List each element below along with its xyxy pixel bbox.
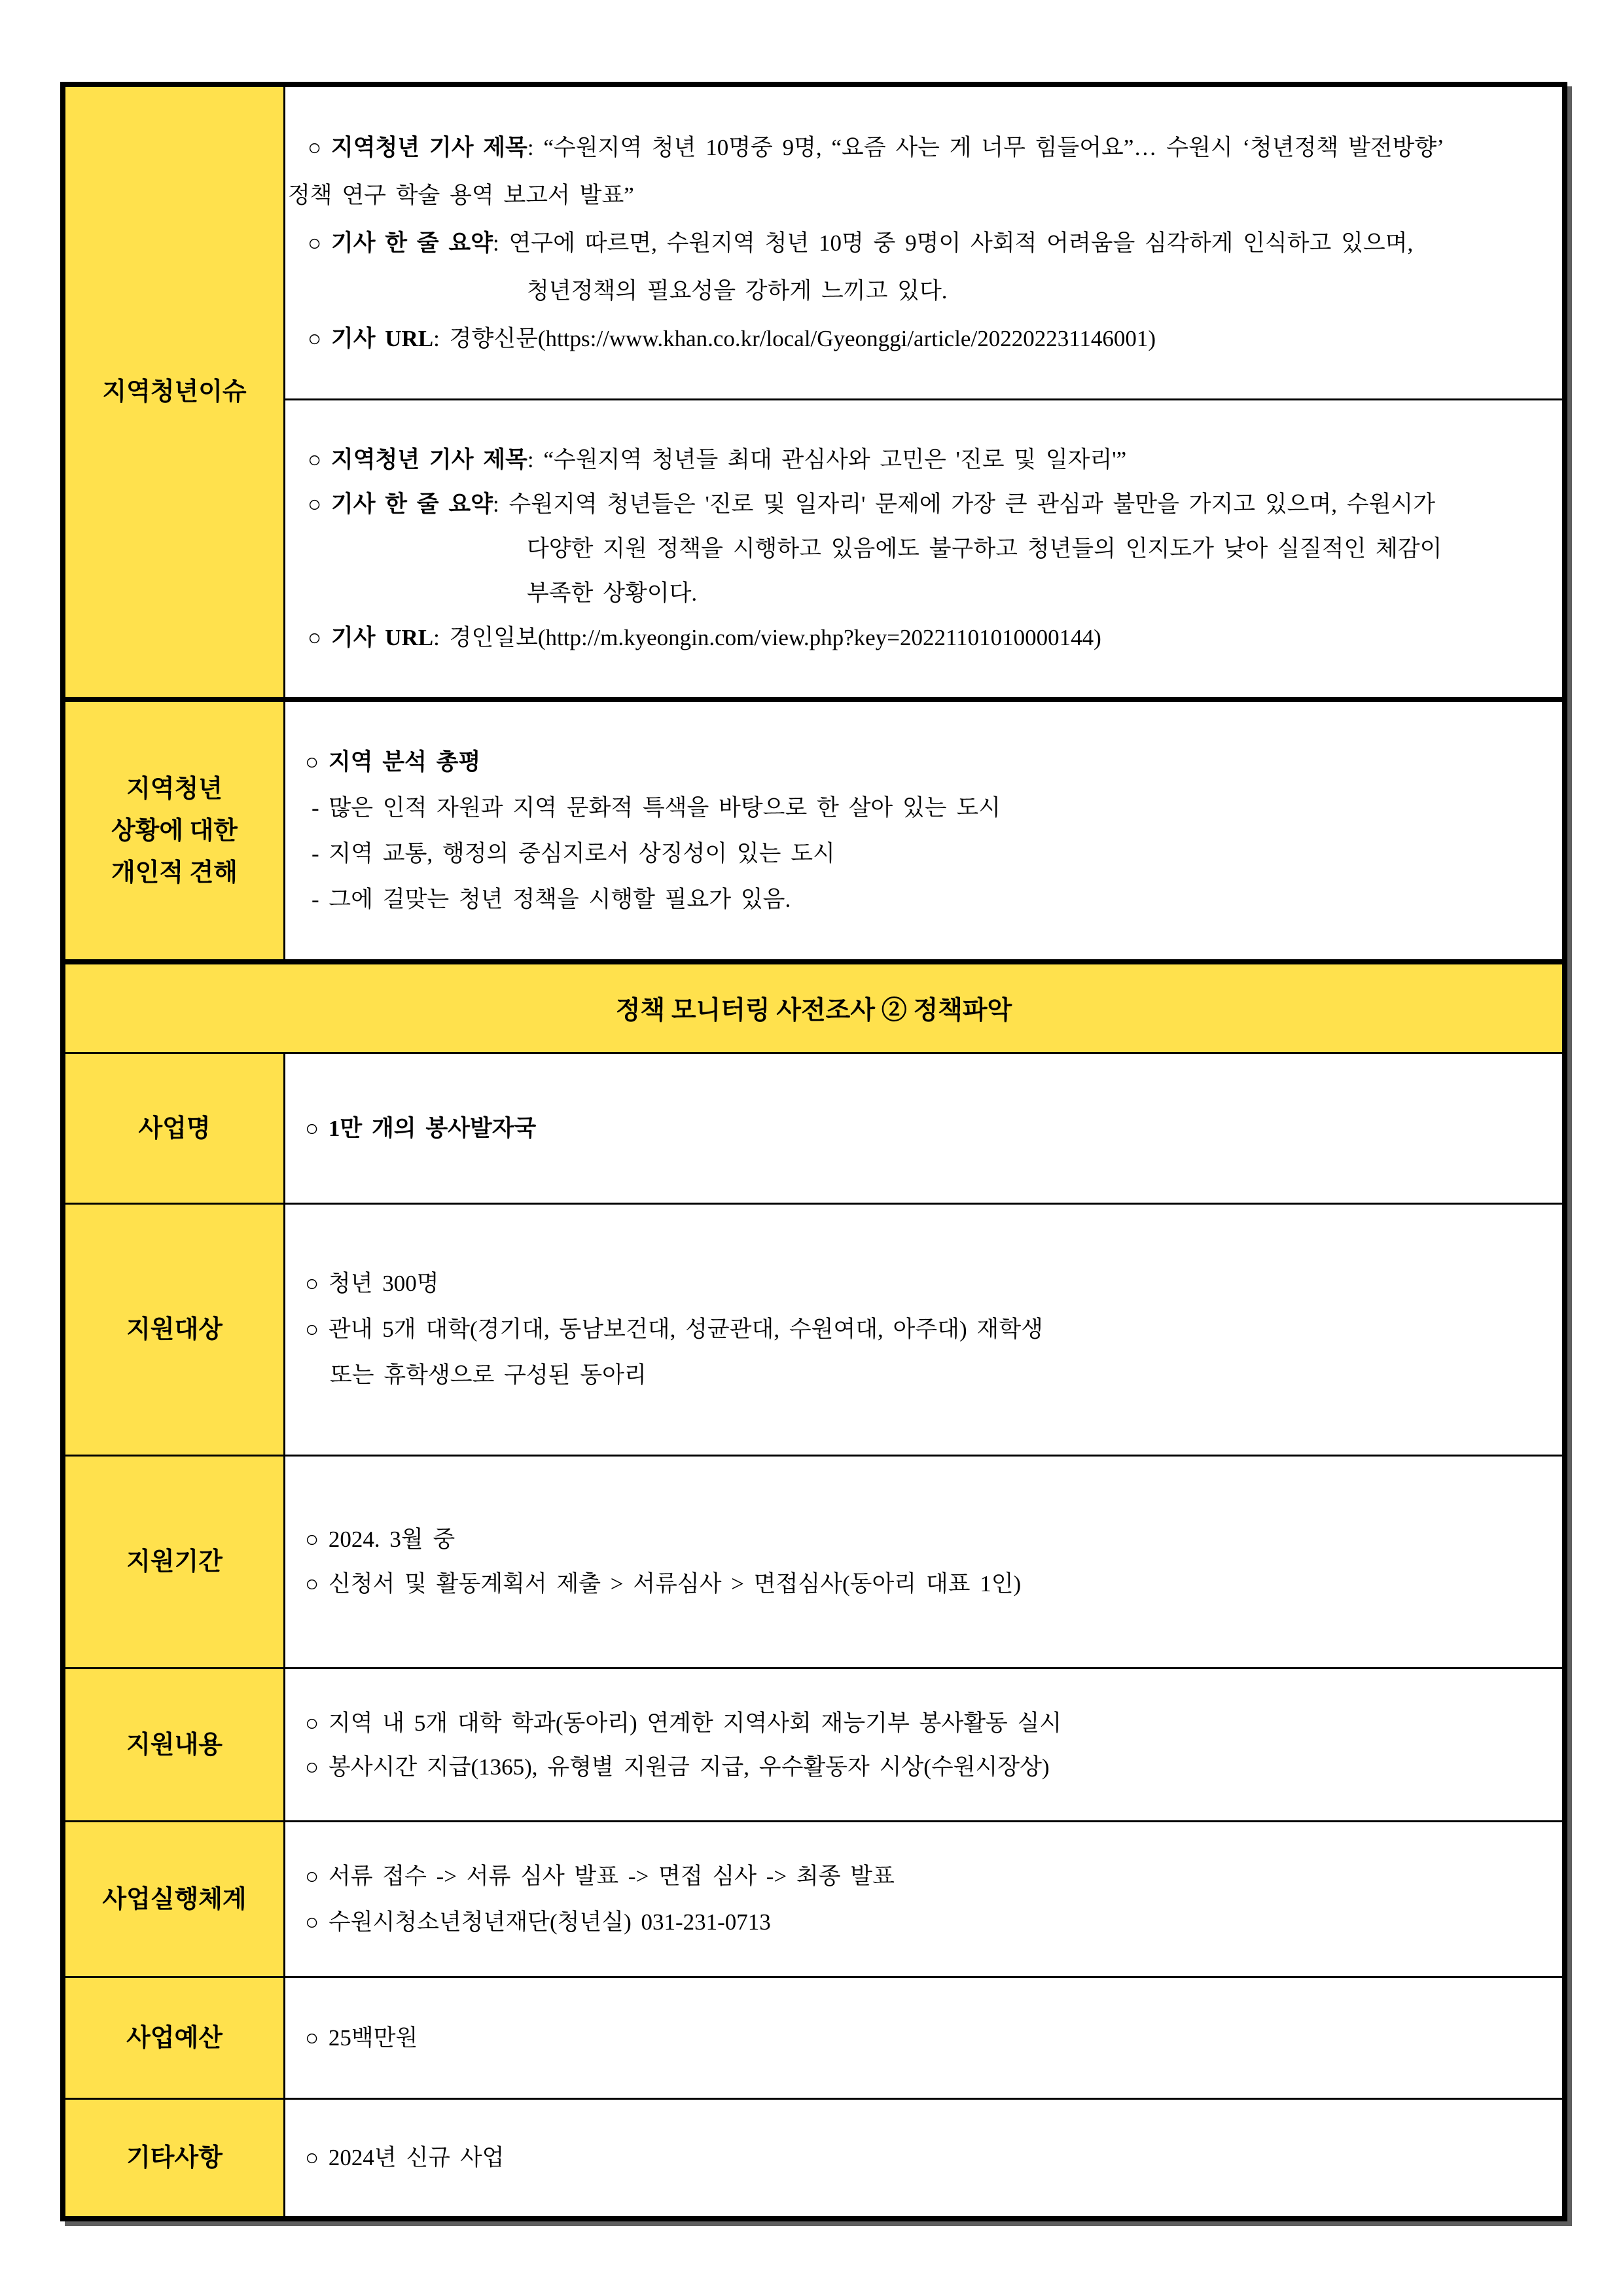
bold-text: ○ 기사 한 줄 요약 [308,491,493,517]
bold-text: ○ [305,1909,329,1935]
text: 다양한 지원 정책을 시행하고 있음에도 불구하고 청년들의 인지도가 낮아 실질적인 체감이 [527,535,1442,561]
personal-opinion-label-line: 상황에 대한 [111,817,238,845]
support-target-line [305,1261,1562,1307]
bold-text: ○ 기사 URL [308,624,434,650]
text: : 수원지역 청년들은 '진로 및 일자리' 문제에 가장 큰 관심과 불만을 가지고 있으며, 수원시가 [493,491,1436,517]
regional-youth-issues-line [288,527,1562,571]
bold-text: ○ [305,1710,329,1736]
bold-text: ○ [305,749,329,775]
text: 서류 접수 -> 서류 심사 발표 -> 면접 심사 -> 최종 발표 [328,1863,895,1889]
budget-label-line: 사업예산 [126,2024,223,2052]
business-name-label [65,1054,283,1203]
bold-text: ○ [305,1115,329,1141]
row-support-period [65,1457,1562,1667]
support-content-line [305,1745,1562,1789]
support-target-label [65,1205,283,1455]
text: 25백만원 [328,2024,418,2051]
execution-system-line [305,1899,1562,1945]
budget-label [65,1978,283,2098]
regional-youth-issues-article-2 [285,400,1562,697]
execution-system-label [65,1822,283,1976]
row-personal-opinion [65,702,1562,959]
bold-text: ○ [305,1316,329,1342]
regional-youth-issues-line [288,124,1562,171]
regional-youth-issues-line [288,219,1562,267]
personal-opinion-line [305,877,1562,923]
support-target-content [285,1205,1562,1455]
row-regional-youth-issues [65,87,1562,697]
support-period-line [305,1517,1562,1562]
regional-youth-issues-label-line: 지역청년이슈 [102,378,247,406]
etc-notes-label [65,2100,283,2216]
budget-line [305,2016,1562,2060]
etc-notes-line [305,2136,1562,2180]
text: 정책 연구 학술 용역 보고서 발표” [288,182,634,208]
bold-text: ○ [305,1571,329,1597]
bold-text: ○ [305,1863,329,1889]
text: 부족한 상황이다. [527,580,698,606]
text: 청년정책의 필요성을 강하게 느끼고 있다. [527,277,948,304]
text: - 지역 교통, 행정의 중심지로서 상징성이 있는 도시 [312,840,835,866]
business-name-line [305,1106,1562,1151]
support-period-content [285,1457,1562,1667]
support-target-line [305,1352,1562,1398]
personal-opinion-label-line: 개인적 견해 [111,858,238,887]
row-support-target [65,1205,1562,1455]
text: 청년 300명 [328,1271,439,1296]
text: : 연구에 따르면, 수원지역 청년 10명 중 9명이 사회적 어려움을 심각하게 인식하고 있으며, [493,230,1414,256]
bold-text: ○ 기사 URL [308,325,434,351]
personal-opinion-line [305,739,1562,785]
section-band-title: 정책 모니터링 사전조사 ② 정책파악 [65,964,1562,1052]
text: 관내 5개 대학(경기대, 동남보건대, 성균관대, 수원여대, 아주대) 재학생 [328,1316,1043,1342]
regional-youth-issues-line [288,616,1562,660]
support-period-label-line: 지원기간 [126,1548,223,1576]
bold-text: ○ 기사 한 줄 요약 [308,230,493,256]
support-period-label [65,1457,283,1667]
bold-text: ○ 지역청년 기사 제목 [308,134,527,160]
personal-opinion-content [285,702,1562,959]
row-business-name [65,1054,1562,1203]
bold-text: ○ 지역청년 기사 제목 [308,446,527,472]
regional-youth-issues-line [288,171,1562,219]
business-name-content [285,1054,1562,1203]
row-budget [65,1978,1562,2098]
text: 수원시청소년청년재단(청년실) 031-231-0713 [328,1909,771,1935]
etc-notes-content [285,2100,1562,2216]
row-divider [65,697,1562,702]
text: 봉사시간 지급(1365), 유형별 지원금 지급, 우수활동자 시상(수원시장상) [328,1754,1050,1780]
etc-notes-label-line: 기타사항 [126,2144,223,2172]
personal-opinion-label [65,702,283,959]
execution-system-content [285,1822,1562,1976]
row-execution-system [65,1822,1562,1976]
regional-youth-issues-line [288,315,1562,362]
regional-youth-issues-line [288,482,1562,527]
row-etc-notes [65,2100,1562,2216]
regional-youth-issues-article-1 [285,87,1562,398]
text: 신청서 및 활동계획서 제출 > 서류심사 > 면접심사(동아리 대표 1인) [328,1571,1022,1597]
execution-system-label-line: 사업실행체계 [102,1885,247,1913]
bold-text: 1만 개의 봉사발자국 [328,1115,537,1141]
personal-opinion-line [305,831,1562,877]
text: : “수원지역 청년 10명중 9명, “요즘 사는 게 너무 힘들어요”… 수원시 ‘청년정책 발전방향’ [527,134,1444,160]
support-content-content [285,1669,1562,1820]
row-divider [65,959,1562,964]
execution-system-line [305,1854,1562,1899]
bold-text: ○ [305,2024,329,2051]
bold-text: ○ [305,1754,329,1780]
row-policy-survey-band [65,964,1562,1052]
business-name-label-line: 사업명 [138,1114,211,1142]
policy-monitoring-table [60,82,1567,2221]
regional-youth-issues-label [65,87,283,697]
text: 또는 휴학생으로 구성된 동아리 [330,1362,647,1388]
text: 2024년 신규 사업 [328,2145,505,2170]
text: - 그에 걸맞는 청년 정책을 시행할 필요가 있음. [312,886,791,912]
personal-opinion-line [305,785,1562,831]
bold-text: ○ [305,1271,329,1296]
bold-text: ○ [305,2145,329,2170]
bold-text: ○ [305,1527,329,1552]
support-target-line [305,1307,1562,1352]
support-period-line [305,1562,1562,1606]
text: 지역 내 5개 대학 학과(동아리) 연계한 지역사회 재능기부 봉사활동 실시 [328,1710,1062,1736]
support-content-label-line: 지원내용 [126,1731,223,1759]
text: : 경인일보(http://m.kyeongin.com/view.php?key=20221101010000144) [433,624,1101,650]
text: : 경향신문(https://www.khan.co.kr/local/Gyeonggi/article/202202231146001) [433,325,1156,351]
support-target-label-line: 지원대상 [126,1316,223,1343]
row-support-content [65,1669,1562,1820]
regional-youth-issues-line [288,438,1562,482]
text: : “수원지역 청년들 최대 관심사와 고민은 '진로 및 일자리'” [527,446,1127,472]
personal-opinion-label-line: 지역청년 [126,775,223,803]
support-content-label [65,1669,283,1820]
bold-text: 지역 분석 총평 [328,749,481,775]
regional-youth-issues-line [288,571,1562,616]
text: 2024. 3월 중 [328,1527,455,1552]
support-content-line [305,1701,1562,1745]
regional-youth-issues-line [288,267,1562,315]
text: - 많은 인적 자원과 지역 문화적 특색을 바탕으로 한 살아 있는 도시 [312,794,1001,821]
budget-content [285,1978,1562,2098]
